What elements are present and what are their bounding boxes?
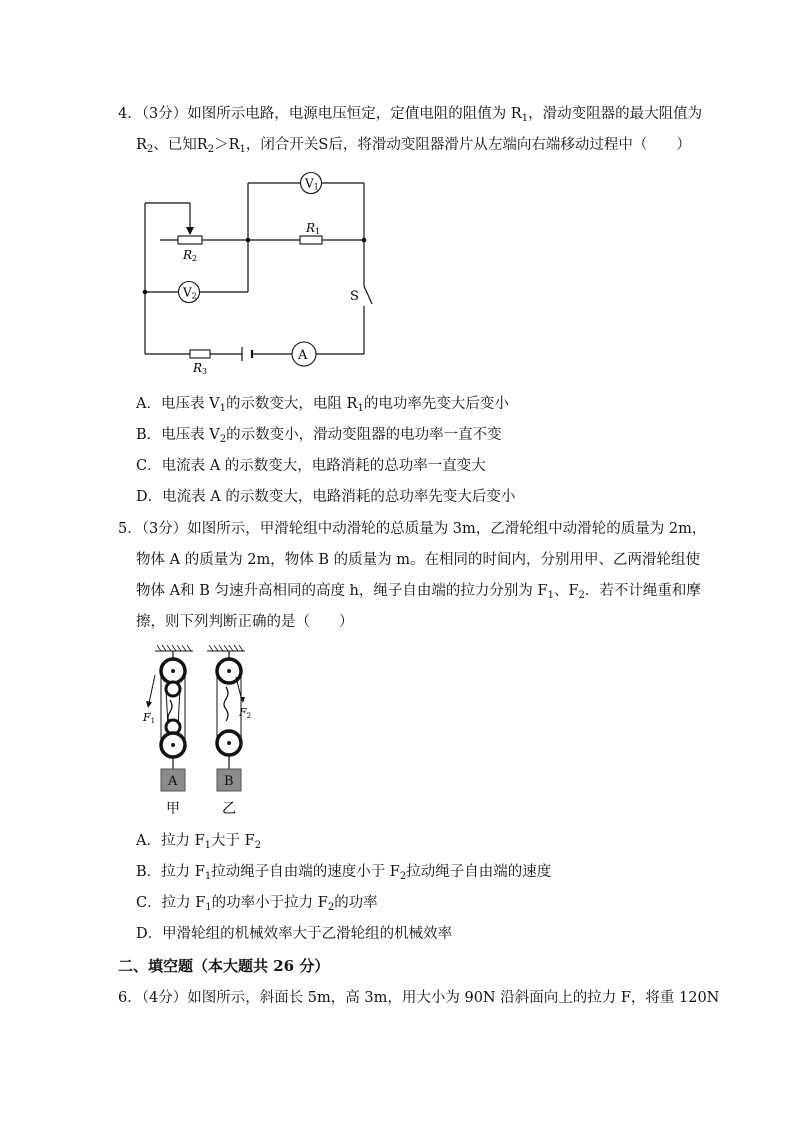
v1-label: V1 (305, 176, 319, 192)
section-heading: 二、填空题（本大题共 26 分） (118, 957, 330, 975)
label-jia: 甲 (166, 801, 180, 817)
q5-option-d: D．甲滑轮组的机械效率大于乙滑轮组的机械效率 (136, 926, 453, 942)
q5-option-a: A．拉力 $F_1$大于 $F_2$ (136, 833, 262, 851)
v2-label: V2 (183, 285, 197, 301)
block-a-label: A (168, 774, 178, 789)
q4-stem-line1: 4．（3分）如图所示电路，电源电压恒定，定值电阻的阻值为 $R_1$，滑动变阻器的最大阻值为 (118, 106, 703, 124)
label-yi: 乙 (222, 801, 236, 817)
block-b-label: B (224, 774, 234, 789)
q5-stem-line3: 物体 A和 B 匀速升高相同的高度 h，绳子自由端的拉力分别为 $F_1$、$F_2$．若不计绳重和摩 (136, 583, 701, 601)
q4-option-b: B．电压表 $V_2$的示数变小，滑动变阻器的电功率一直不变 (136, 427, 502, 445)
r1-label: R1 (306, 221, 321, 236)
switch-label: S (350, 289, 359, 304)
q4-stem-line2: $R_2$、已知$R_2>R_1$，闭合开关S后，将滑动变阻器滑片从左端向右端移动过程中（ ） (136, 137, 691, 155)
q5-stem-line2: 物体 A 的质量为 2m，物体 B 的质量为 m。在相同的时间内，分别用甲、乙两滑轮组使 (136, 552, 701, 568)
q4-option-a: A．电压表 $V_1$的示数变大，电阻 $R_1$的电功率先变大后变小 (136, 396, 509, 414)
ammeter-label: A (298, 348, 308, 363)
q5-stem-line1: 5．（3分）如图所示，甲滑轮组中动滑轮的总质量为 3m，乙滑轮组中动滑轮的质量为 2m， (118, 521, 707, 537)
q4-option-c: C．电流表 A 的示数变大，电路消耗的总功率一直变大 (136, 458, 486, 474)
r3-label: R3 (193, 361, 208, 376)
q4-circuit-diagram (130, 168, 380, 378)
q5-option-c: C．拉力 $F_1$的功率小于拉力 $F_2$的功率 (136, 895, 378, 913)
q4-option-d: D．电流表 A 的示数变大，电路消耗的总功率先变大后变小 (136, 489, 516, 505)
q6-stem-line1: 6．（4分）如图所示，斜面长 5m，高 3m，用大小为 90N 沿斜面向上的拉力 F，将重 120N (118, 990, 720, 1006)
f2-label: F2 (239, 706, 252, 720)
q5-option-b: B．拉力 $F_1$拉动绳子自由端的速度小于 $F_2$拉动绳子自由端的速度 (136, 864, 552, 882)
q5-stem-line4: 擦，则下列判断正确的是（ ） (136, 614, 354, 630)
q5-pulley-diagram (135, 645, 265, 820)
r2-label: R2 (183, 248, 198, 263)
f1-label: F1 (143, 711, 156, 725)
